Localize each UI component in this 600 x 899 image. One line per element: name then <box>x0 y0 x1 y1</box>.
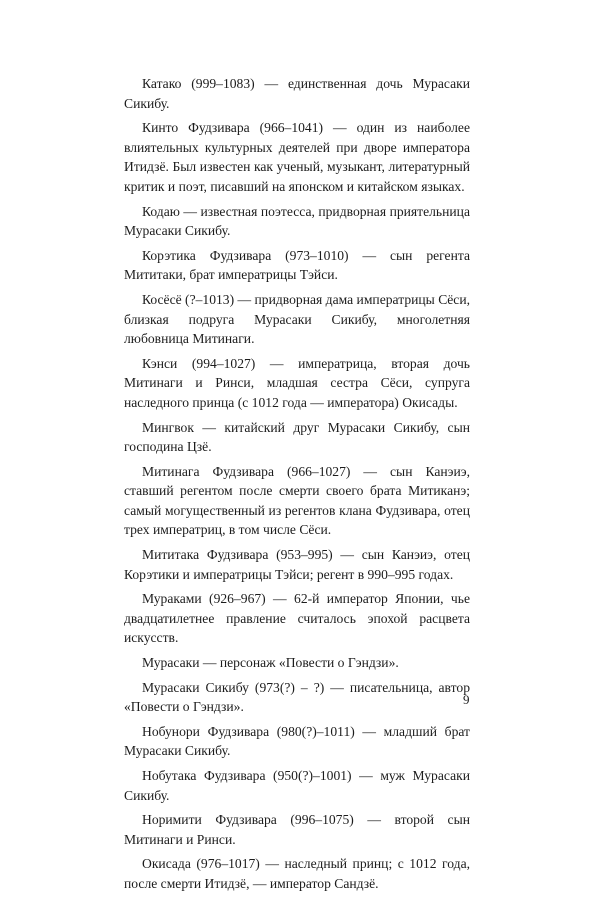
glossary-text-block <box>124 74 470 899</box>
glossary-entry-murasaki-shikibu: Мурасаки Сикибу (973(?) – ?) — писательница, автор «Повести о Гэндзи». <box>124 679 470 715</box>
glossary-entry-nobunori: Нобунори Фудзивара (980(?)–1011) — младший брат Мурасаки Сикибу. <box>124 723 470 759</box>
glossary-entry-okisada: Окисада (976–1017) — наследный принц; с 1012 года, после смерти Итидзё, — император Сандзё. <box>124 856 470 891</box>
glossary-entry-murakami: Мураками (926–967) — 62-й император Японии, чье двадцатилетнее правление считалось эпохой расцвета искусств. <box>124 591 470 646</box>
glossary-entry-kodayu: Кодаю — известная поэтесса, придворная приятельница Мурасаки Сикибу. <box>124 203 470 239</box>
glossary-entry-mingvok: Мингвок — китайский друг Мурасаки Сикибу, сын господина Цзё. <box>124 419 470 455</box>
glossary-entry-koshosho: Косёсё (?–1013) — придворная дама императрицы Сёси, близкая подруга Мурасаки Сикибу, многолетняя любовница Митинаги. <box>124 291 471 347</box>
glossary-entry-norimichi: Норимити Фудзивара (996–1075) — второй сын Митинаги и Ринси. <box>124 812 470 847</box>
glossary-entry-michitaka: Мититака Фудзивара (953–995) — сын Канэиэ, отец Корэтики и императрицы Тэйси; регент в 990–995 годах. <box>124 547 470 582</box>
glossary-entry-korechika: Корэтика Фудзивара (973–1010) — сын регента Мититаки, брат императрицы Тэйси. <box>124 247 470 283</box>
glossary-entry-kenshi: Кэнси (994–1027) — императрица, вторая дочь Митинаги и Ринси, младшая сестра Сёси, супруга наследного принца (с 1012 года — императора) Окисады. <box>124 355 470 410</box>
glossary-entry-kinto: Кинто Фудзивара (966–1041) — один из наиболее влиятельных культурных деятелей при дворе императора Итидзё. Был известен как ученый, музыкант, литературный критик и поэт, писавший на японском и китайском языках. <box>124 120 470 194</box>
glossary-entry-katako: Катако (999–1083) — единственная дочь Мурасаки Сикибу. <box>124 76 470 111</box>
glossary-entry-nobutaka: Нобутака Фудзивара (950(?)–1001) — муж Мурасаки Сикибу. <box>124 768 470 803</box>
glossary-entry-michinaga: Митинага Фудзивара (966–1027) — сын Канэиэ, ставший регентом после смерти своего брата Митиканэ; самый могущественный из регентов клана Фудзивара, отец трех императриц, в том числе Сёси. <box>124 463 470 538</box>
page-number: 9 <box>463 692 470 707</box>
glossary-entry-murasaki: Мурасаки — персонаж «Повести о Гэндзи». <box>142 655 399 671</box>
